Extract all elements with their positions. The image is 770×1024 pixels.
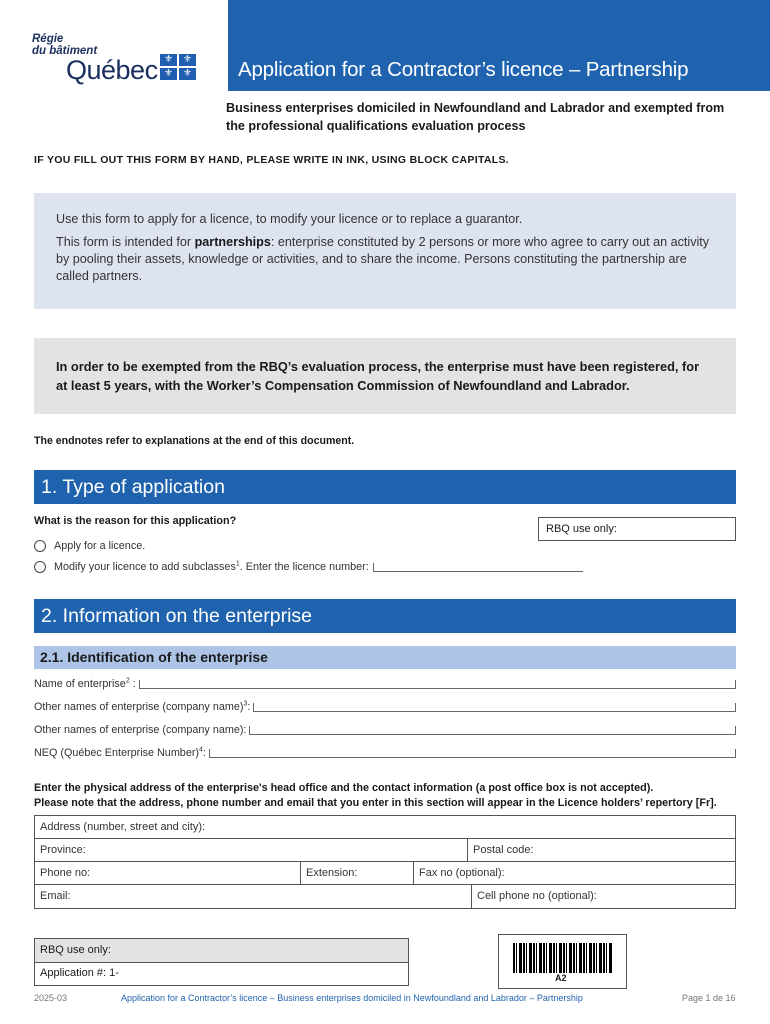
info-box — [34, 193, 736, 309]
radio-button[interactable] — [34, 540, 46, 552]
info-paragraph-1: Use this form to apply for a licence, to modify your licence or to replace a guarantor. — [56, 212, 523, 226]
footer-date: 2025-03 — [34, 993, 68, 1003]
rbq-logo — [32, 33, 202, 88]
form-subtitle: Business enterprises domiciled in Newfoundland and Labrador and exempted from the professional qualifications evaluation process — [226, 101, 725, 133]
company-name-input-1[interactable] — [253, 703, 736, 712]
footer-page-number: Page 1 de 16 — [682, 993, 736, 1003]
exemption-notice: In order to be exempted from the RBQ’s evaluation process, the enterprise must have been registered, for at least 5 years, with the Worker’s Compensation Commission of Newfoundland and Labrador. — [34, 338, 736, 414]
subsection-2-1-heading: 2.1. Identification of the enterprise — [34, 646, 736, 669]
form-title: Application for a Contractor’s licence – Partnership — [238, 58, 689, 81]
application-reason-question: What is the reason for this application? — [34, 515, 237, 527]
endnotes-note: The endnotes refer to explanations at the end of this document. — [34, 435, 355, 447]
rbq-use-only-box — [34, 938, 409, 986]
option-apply-licence[interactable]: Apply for a licence. — [34, 540, 145, 552]
licence-number-input[interactable] — [373, 563, 583, 572]
enterprise-name-field[interactable]: Name of enterprise$^2$ : — [34, 676, 736, 690]
company-name-field-2[interactable]: Other names of enterprise (company name): — [34, 722, 736, 736]
option-modify-licence[interactable]: Modify your licence to add subclasses$^1$. Enter the licence number: — [34, 561, 583, 573]
fax-input[interactable]: Fax no (optional): — [413, 862, 735, 885]
neq-input[interactable] — [209, 749, 736, 758]
radio-button[interactable] — [34, 561, 46, 573]
address-contact-table — [34, 815, 736, 909]
company-name-field-1[interactable]: Other names of enterprise (company name)$^3$: — [34, 699, 736, 713]
title-bar — [228, 0, 770, 91]
province-input[interactable]: Province: — [40, 844, 86, 856]
company-name-input-2[interactable] — [249, 726, 736, 735]
province-row — [35, 839, 735, 862]
phone-input[interactable]: Phone no: — [40, 867, 91, 879]
rbq-use-only-label: RBQ use only: — [35, 939, 408, 963]
fill-instruction: IF YOU FILL OUT THIS FORM BY HAND, PLEASE WRITE IN INK, USING BLOCK CAPITALS. — [34, 154, 509, 166]
address-row — [35, 816, 735, 839]
quebec-flag-icon: ⚜ ⚜ ⚜ ⚜ — [160, 54, 196, 80]
info-paragraph-2: This form is intended for partnerships: enterprise constituted by 2 persons or more who agree to carry out an activity by pooling their assets, knowledge or activities, and to share the income. Persons constituting the partnership are called partners. — [56, 235, 710, 283]
address-instructions: Enter the physical address of the enterprise's head office and the contact information (a post office box is not accepted). Please note that the address, phone number and email that you enter in this section will appear in the Licence holders’ repertory [Fr]. — [34, 782, 717, 809]
email-row — [35, 885, 735, 908]
email-input[interactable]: Email: — [40, 890, 71, 902]
logo-line-1: Régie — [32, 33, 64, 45]
logo-line-2: du bâtiment — [32, 45, 98, 57]
cell-phone-input[interactable]: Cell phone no (optional): — [471, 885, 735, 908]
logo-quebec-wordmark: Québec — [66, 55, 158, 85]
enterprise-name-input[interactable] — [139, 680, 736, 689]
footer-title: Application for a Contractor’s licence – Business enterprises domiciled in Newfoundland and Labrador – Partnership — [121, 993, 583, 1003]
application-number: Application #: 1- — [40, 967, 119, 979]
barcode-box — [498, 934, 627, 989]
phone-row — [35, 862, 735, 885]
neq-field[interactable]: NEQ (Québec Enterprise Number)$^4$: — [34, 745, 736, 759]
extension-input[interactable]: Extension: — [300, 862, 413, 885]
postal-code-input[interactable]: Postal code: — [467, 839, 735, 862]
barcode-icon — [513, 943, 613, 973]
barcode-code: A2 — [555, 973, 567, 983]
rbq-use-only-field: RBQ use only: — [538, 517, 736, 541]
section-2-heading: 2. Information on the enterprise — [34, 599, 736, 633]
section-1-heading: 1. Type of application — [34, 470, 736, 504]
address-input[interactable]: Address (number, street and city): — [40, 821, 206, 833]
